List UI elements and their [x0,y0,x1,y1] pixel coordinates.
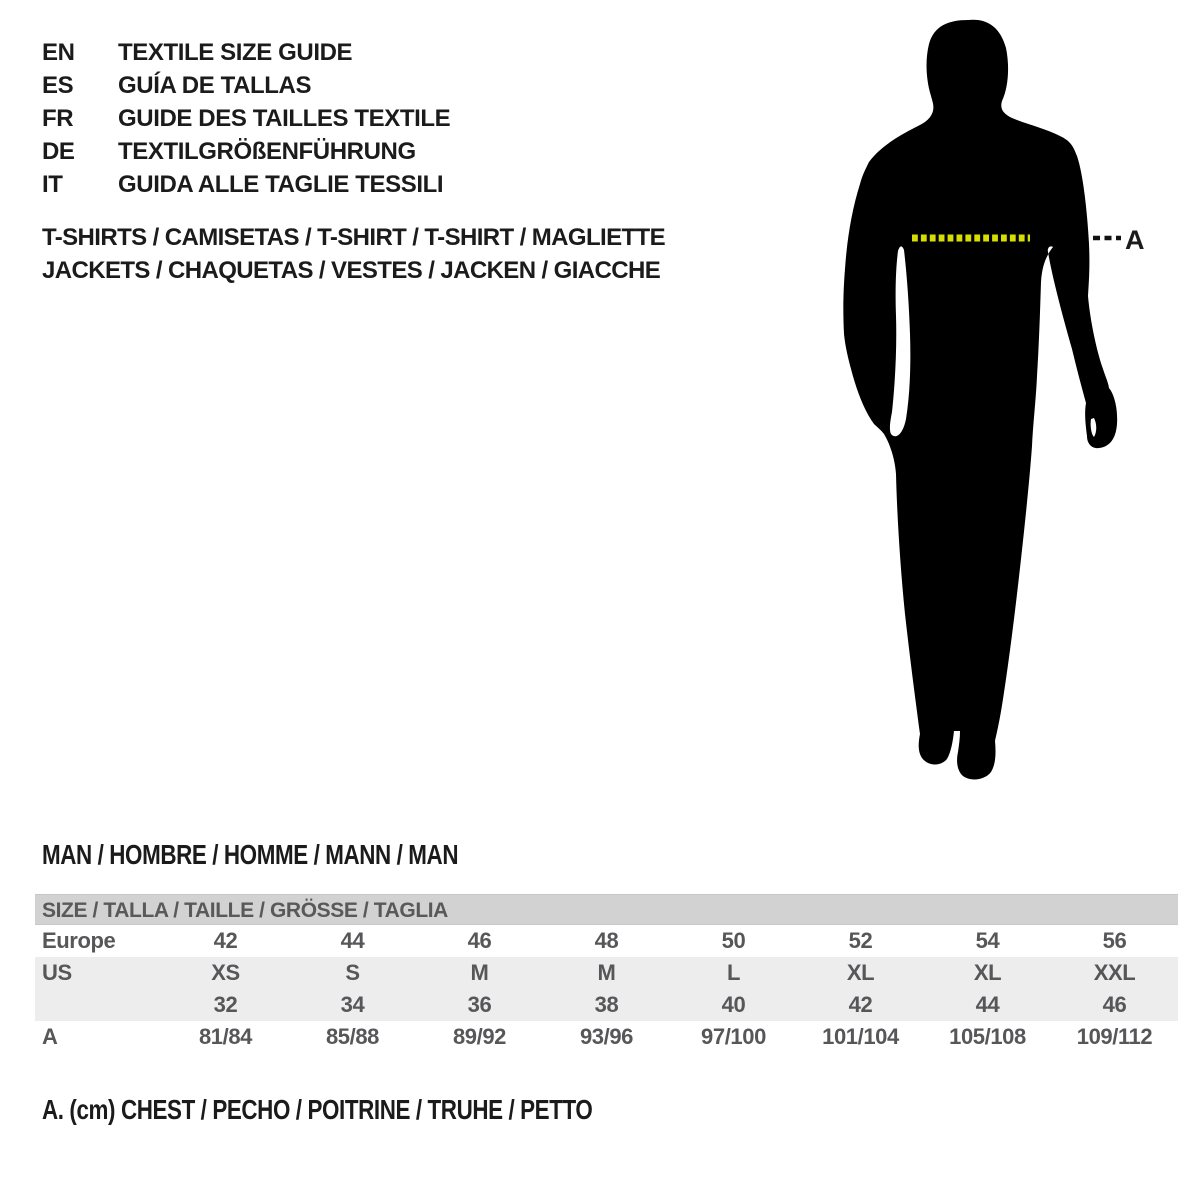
language-label: GUÍA DE TALLAS [118,72,312,99]
size-value: 42 [213,928,238,953]
table-row-numeric [35,989,1178,1021]
man-silhouette [843,20,1117,780]
size-value: XL [973,960,1002,985]
size-value: L [726,960,741,985]
size-value: 97/100 [701,1024,766,1049]
language-row-de [42,135,450,168]
size-value: 105/108 [949,1024,1026,1049]
size-value: 54 [975,928,1000,953]
size-value: 34 [340,992,365,1017]
language-label: GUIDA ALLE TAGLIE TESSILI [118,171,444,198]
size-value: XS [211,960,240,985]
table-row-us [35,957,1178,989]
size-value: 32 [213,992,238,1017]
row-label: US [42,960,72,985]
man-silhouette-figure [840,4,1150,794]
language-label: GUIDE DES TAILLES TEXTILE [118,105,451,132]
size-value: 93/96 [579,1024,634,1049]
size-value: 42 [848,992,873,1017]
language-code: FR [42,105,74,132]
language-code: EN [42,39,75,66]
table-row-europe [35,925,1178,957]
language-row-fr [42,102,450,135]
section-title-man: MAN / HOMBRE / HOMME / MANN / MAN [42,839,459,870]
size-value: S [345,960,360,985]
size-value: 50 [721,928,746,953]
row-label: A [42,1024,58,1049]
size-value: 101/104 [822,1024,899,1049]
measure-label-a: A [1125,225,1145,255]
size-value: 56 [1102,928,1127,953]
size-value: XXL [1093,960,1136,985]
row-label: Europe [42,928,116,953]
language-list [42,36,450,201]
size-value: 48 [594,928,619,953]
size-value: XL [846,960,875,985]
size-value: 40 [721,992,746,1017]
size-value: 85/88 [325,1024,380,1049]
footnote-chest: A. (cm) CHEST / PECHO / POITRINE / TRUHE / PETTO [42,1094,593,1125]
size-table-header: SIZE / TALLA / TAILLE / GRÖSSE / TAGLIA [35,894,1178,925]
category-line-jackets: JACKETS / CHAQUETAS / VESTES / JACKEN / GIACCHE [42,257,661,284]
size-value: 44 [975,992,1000,1017]
size-value: 89/92 [452,1024,507,1049]
language-label: TEXTILE SIZE GUIDE [118,39,353,66]
size-value: 36 [467,992,492,1017]
category-line-tshirts: T-SHIRTS / CAMISETAS / T-SHIRT / T-SHIRT / MAGLIETTE [42,224,666,251]
language-row-es [42,69,450,102]
size-value: 38 [594,992,619,1017]
size-value: M [470,960,489,985]
size-value: 81/84 [198,1024,253,1049]
size-value: 44 [340,928,365,953]
size-value: 46 [1102,992,1127,1017]
size-value: 46 [467,928,492,953]
language-code: ES [42,72,74,99]
size-value: 52 [848,928,873,953]
language-code: IT [42,171,63,198]
language-row-it [42,168,450,201]
category-lines [42,221,665,287]
language-code: DE [42,138,75,165]
language-row-en [42,36,450,69]
size-value: M [597,960,616,985]
size-value: 109/112 [1076,1024,1153,1049]
size-table [35,894,1178,1053]
language-label: TEXTILGRÖßENFÜHRUNG [118,138,416,165]
table-row-chest-a [35,1021,1178,1053]
